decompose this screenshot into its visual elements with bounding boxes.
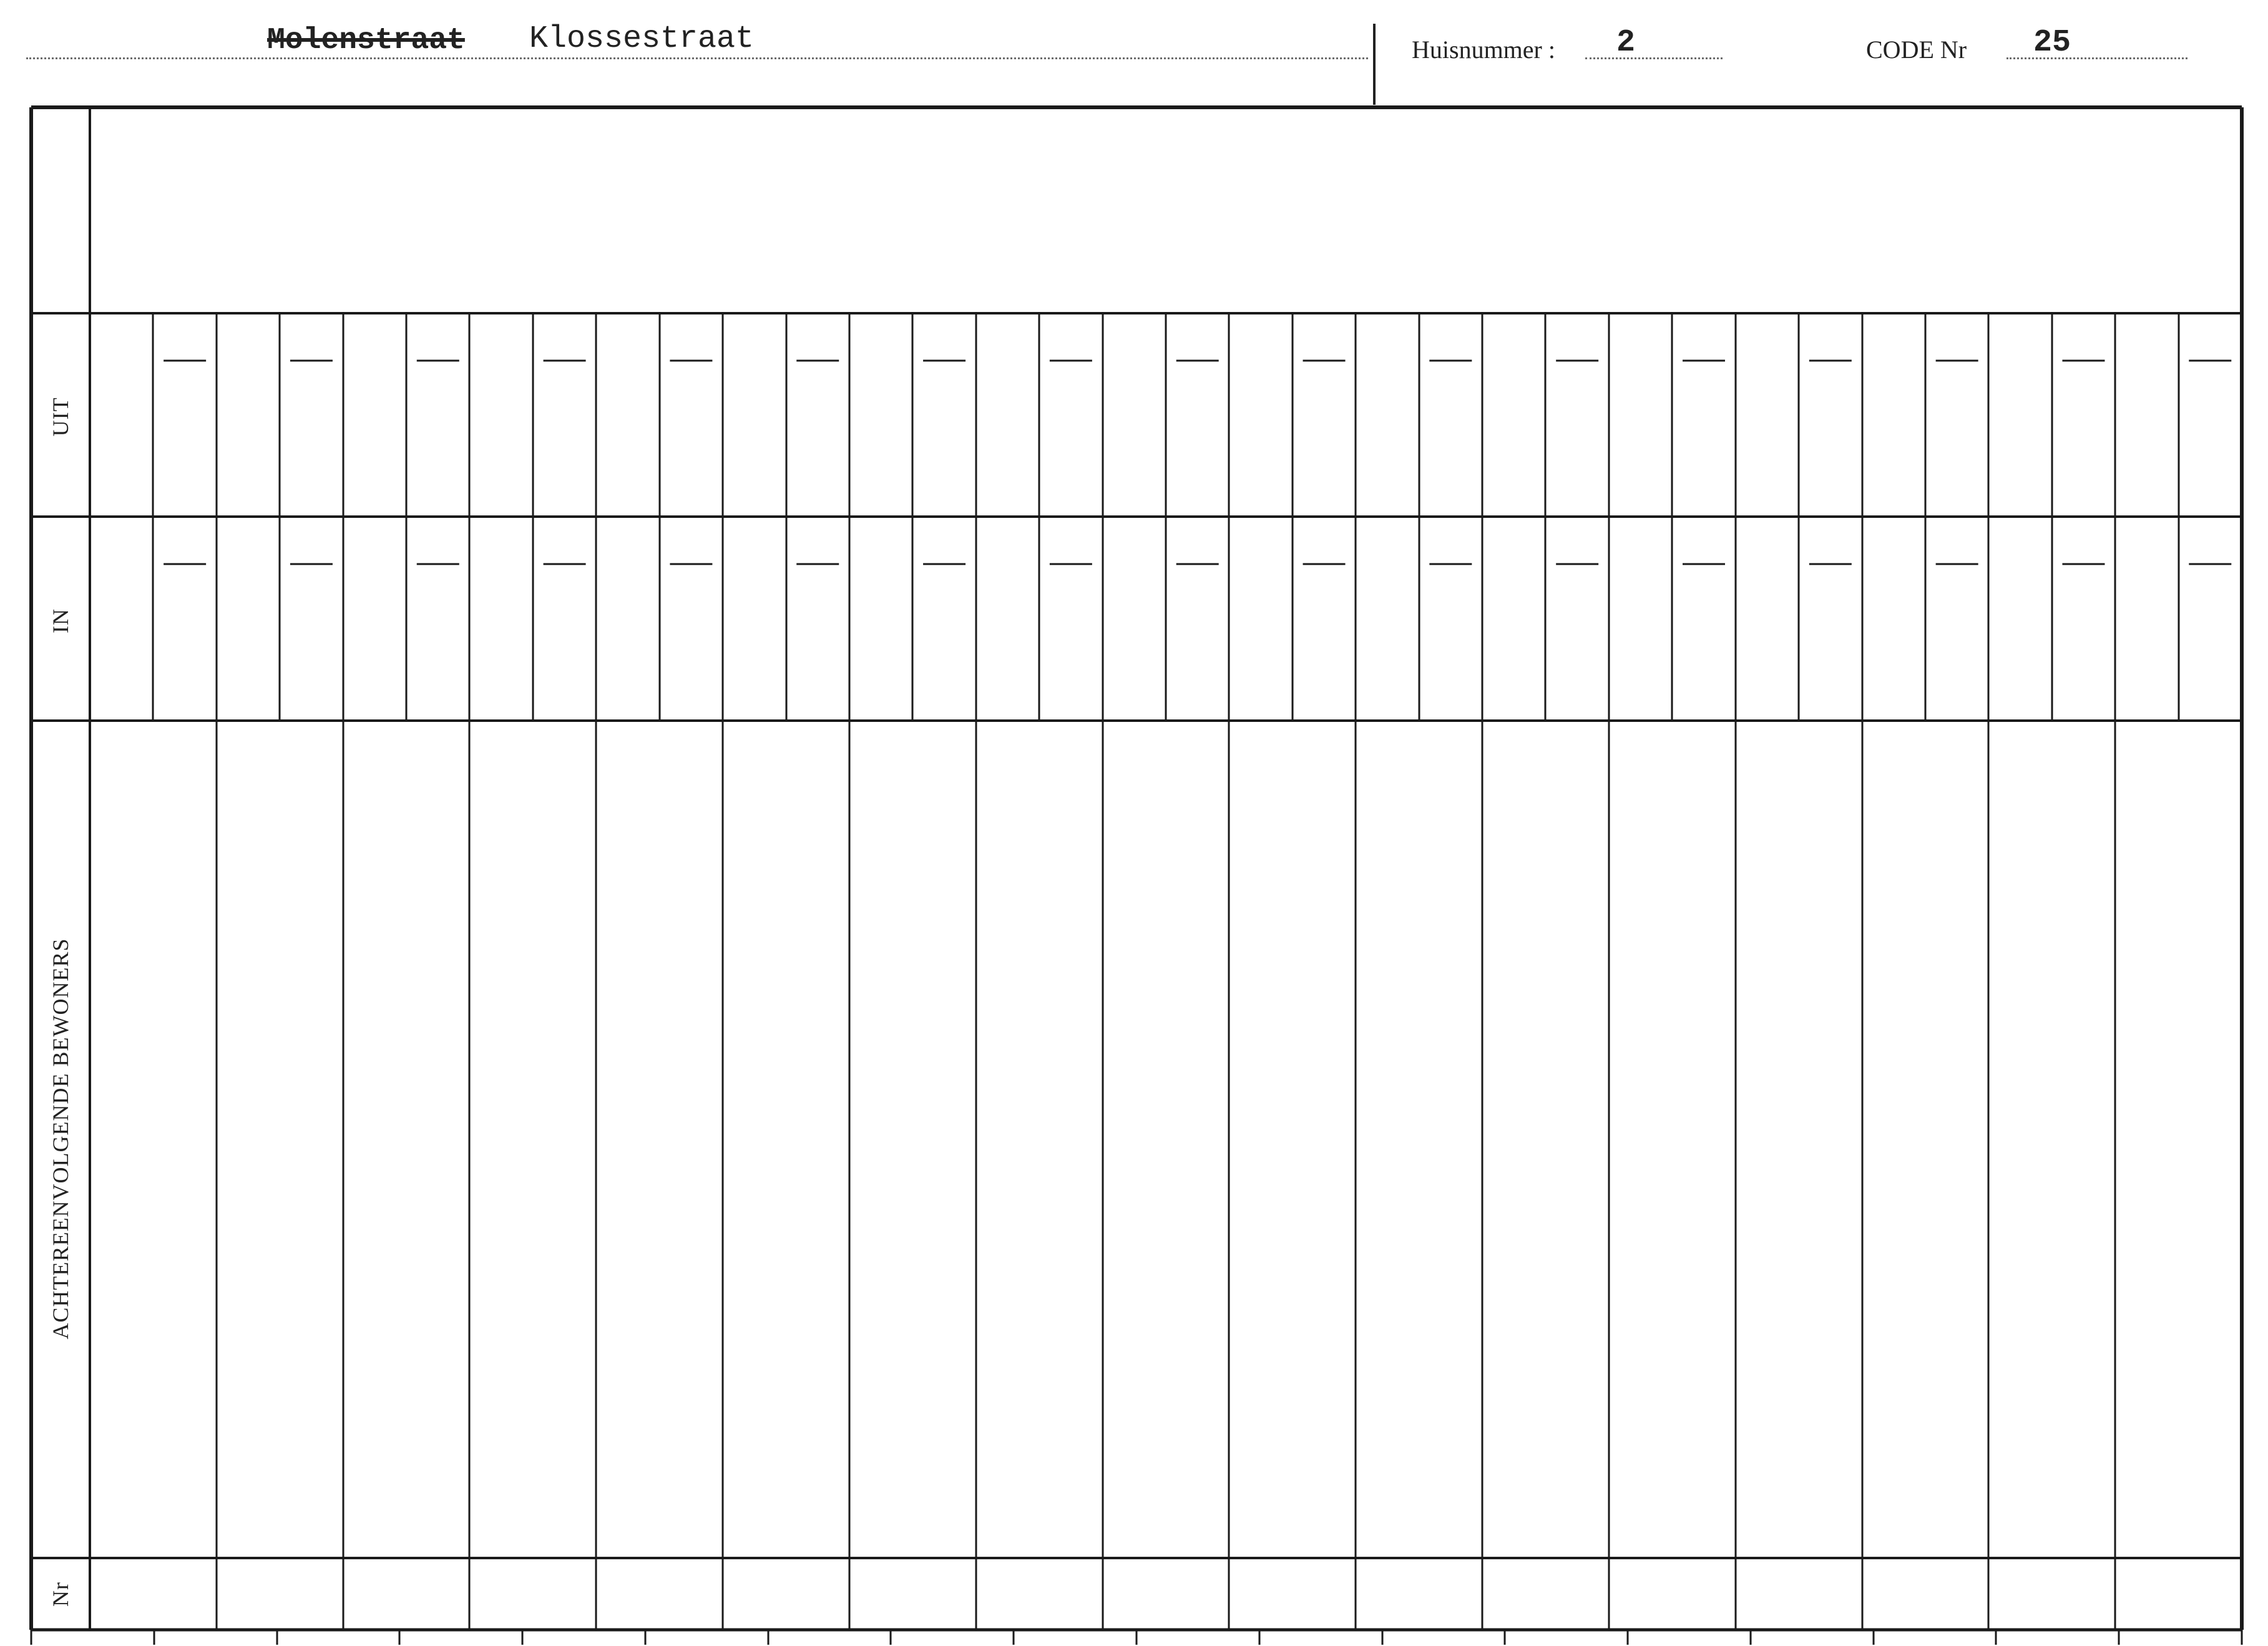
row-label-in: IN	[48, 608, 73, 633]
house-number-value: 2	[1616, 25, 1636, 61]
street-crossed-out: Molenstraat	[267, 24, 465, 57]
code-label: CODE Nr	[1866, 36, 1967, 64]
row-label-number: Nr	[48, 1582, 73, 1607]
code-value: 25	[2033, 25, 2071, 61]
house-number-label: Huisnummer :	[1412, 36, 1555, 64]
row-label-residents: ACHTEREENVOLGENDE BEWONERS	[48, 938, 73, 1340]
row-label-out: UIT	[48, 397, 73, 437]
street-name: Klossestraat	[529, 21, 755, 57]
